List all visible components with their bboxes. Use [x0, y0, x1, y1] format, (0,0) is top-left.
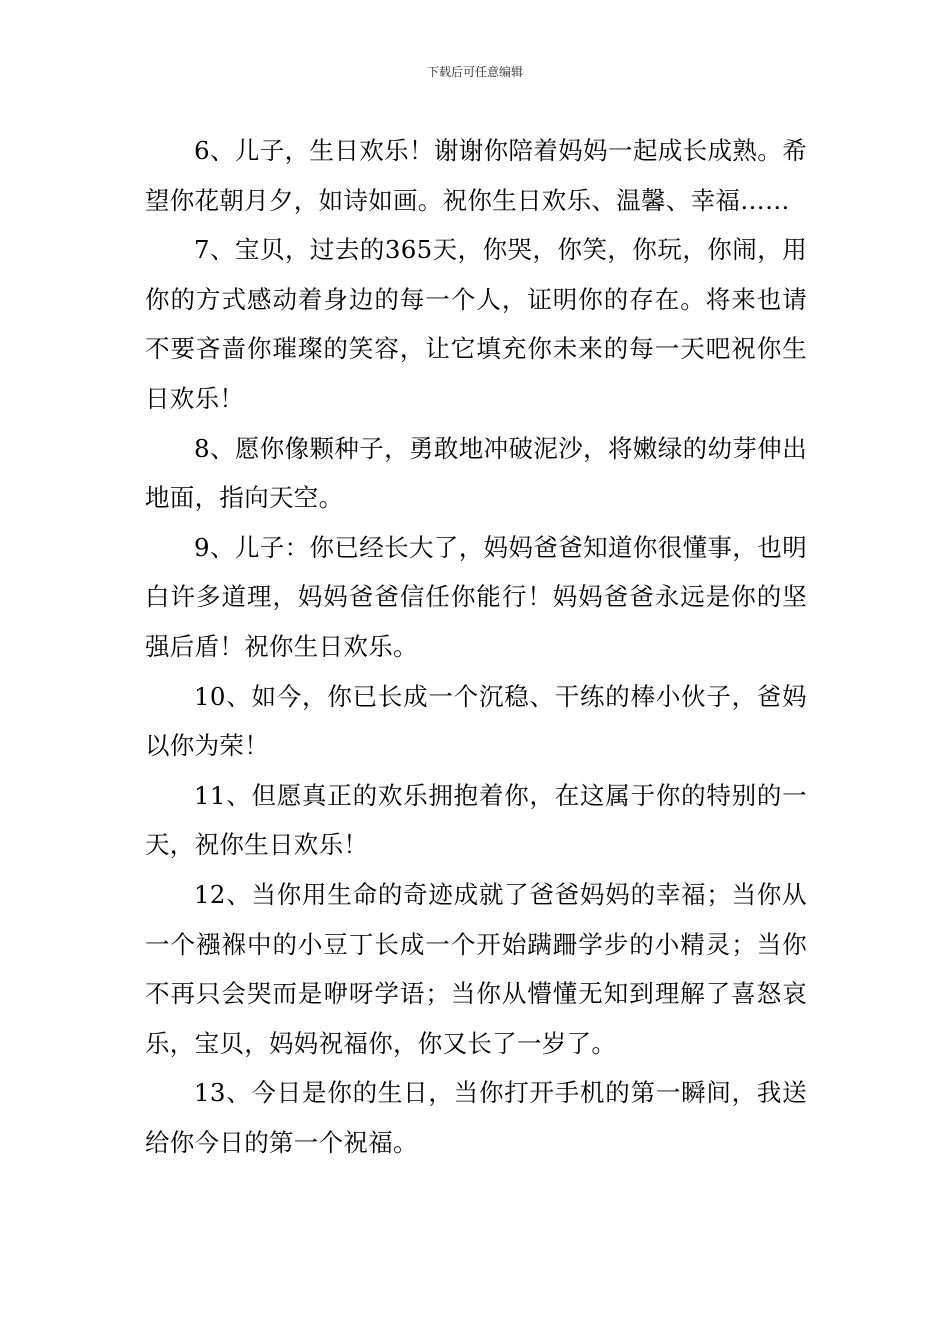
paragraph-7: 7、宝贝，过去的365天，你哭，你笑，你玩，你闹，用你的方式感动着身边的每一个人，证明你的存在。将来也请不要吝啬你璀璨的笑容，让它填充你未来的每一天吧祝你生日欢乐！: [145, 235, 807, 413]
paragraph-13: 13、今日是你的生日，当你打开手机的第一瞬间，我送给你今日的第一个祝福。: [145, 1078, 807, 1157]
paragraph-9: 9、儿子：你已经长大了，妈妈爸爸知道你很懂事，也明白许多道理，妈妈爸爸信任你能行！妈妈爸爸永远是你的坚强后盾！祝你生日欢乐。: [145, 532, 807, 661]
paragraph-11: 11、但愿真正的欢乐拥抱着你，在这属于你的特别的一天，祝你生日欢乐！: [145, 780, 807, 860]
page-header: 下载后可任意编辑: [426, 65, 523, 79]
paragraph-8: 8、愿你像颗种子，勇敢地冲破泥沙，将嫩绿的幼芽伸出地面，指向天空。: [145, 433, 807, 513]
paragraph-12: 12、当你用生命的奇迹成就了爸爸妈妈的幸福；当你从一个襁褓中的小豆丁长成一个开始蹒跚学步的小精灵；当你不再只会哭而是咿呀学语；当你从懵懂无知到理解了喜怒哀乐，宝贝，妈妈祝福你，你又长了一岁了。: [145, 879, 807, 1058]
document-body: [145, 126, 807, 1167]
paragraph-6: 6、儿子，生日欢乐！谢谢你陪着妈妈一起成长成熟。希望你花朝月夕，如诗如画。祝你生日欢乐、温馨、幸福……: [145, 136, 807, 215]
paragraph-10: 10、如今，你已长成一个沉稳、干练的棒小伙子，爸妈以你为荣！: [145, 681, 807, 761]
